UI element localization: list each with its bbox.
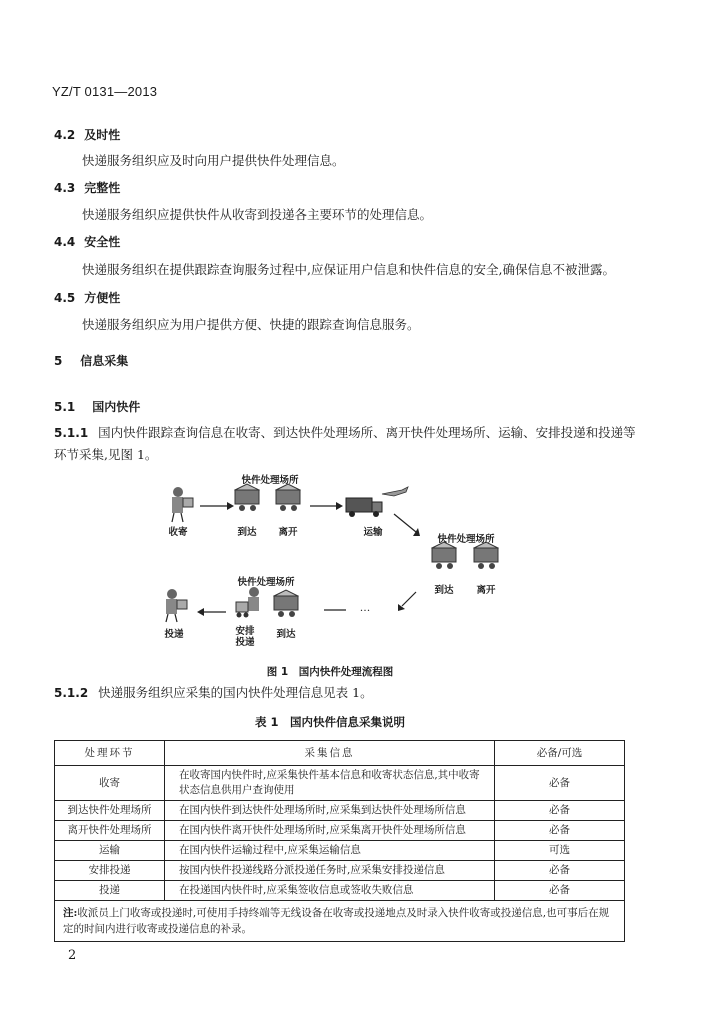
cell-info: 在收寄国内快件时,应采集快件基本信息和收寄状态信息,其中收寄状态信息供用户查询使用 bbox=[165, 766, 495, 801]
section-heading-4-4: 4.4 安全性 bbox=[54, 235, 121, 249]
section-text-4-3: 快递服务组织应提供快件从收寄到投递各主要环节的处理信息。 bbox=[82, 207, 433, 222]
section-heading-4-3: 4.3 完整性 bbox=[54, 181, 121, 195]
table-row bbox=[55, 881, 625, 901]
label-transport: 运输 bbox=[363, 527, 383, 538]
cell-stage: 到达快件处理场所 bbox=[55, 801, 165, 821]
header-stage: 处理环节 bbox=[55, 741, 165, 766]
truck-plane-icon-transport bbox=[346, 487, 408, 517]
sorting-center-icon-arrive bbox=[235, 484, 259, 511]
label-depart: 离开 bbox=[278, 527, 298, 538]
label-arrive: 到达 bbox=[237, 527, 257, 538]
sorting-center-icon-arrive-2 bbox=[432, 542, 456, 569]
section-text-4-5: 快递服务组织应为用户提供方便、快捷的跟踪查询信息服务。 bbox=[82, 317, 420, 332]
cell-required: 必备 bbox=[495, 801, 625, 821]
label-arrive-3: 到达 bbox=[276, 629, 296, 640]
table-note bbox=[55, 901, 625, 942]
label-ellipsis: … bbox=[359, 602, 371, 614]
cell-required: 可选 bbox=[495, 841, 625, 861]
page-number: 2 bbox=[68, 948, 77, 963]
table-header-row bbox=[55, 741, 625, 766]
cell-info: 在国内快件离开快件处理场所时,应采集离开快件处理场所信息 bbox=[165, 821, 495, 841]
cell-required: 必备 bbox=[495, 881, 625, 901]
cell-info: 在投递国内快件时,应采集签收信息或签收失败信息 bbox=[165, 881, 495, 901]
table-row bbox=[55, 801, 625, 821]
site-label-bottom: 快件处理场所 bbox=[237, 577, 295, 588]
section-heading-4-2: 4.2 及时性 bbox=[54, 128, 121, 142]
section-heading-4-5: 4.5 方便性 bbox=[54, 291, 121, 305]
table-row bbox=[55, 861, 625, 881]
cell-stage: 投递 bbox=[55, 881, 165, 901]
label-collect: 收寄 bbox=[168, 527, 188, 538]
header-required: 必备/可选 bbox=[495, 741, 625, 766]
table-row bbox=[55, 841, 625, 861]
note-label: 注: bbox=[63, 907, 78, 919]
person-parcel-icon-collect bbox=[172, 487, 193, 522]
label-depart-2: 离开 bbox=[476, 585, 496, 596]
cell-stage: 离开快件处理场所 bbox=[55, 821, 165, 841]
label-deliver: 投递 bbox=[164, 629, 184, 640]
site-label-right: 快件处理场所 bbox=[437, 534, 495, 545]
cell-stage: 安排投递 bbox=[55, 861, 165, 881]
flow-diagram-graphics bbox=[150, 470, 570, 670]
document-id: YZ/T 0131—2013 bbox=[52, 84, 158, 99]
cell-info: 按国内快件投递线路分派投递任务时,应采集安排投递信息 bbox=[165, 861, 495, 881]
table-title: 表 1 国内快件信息采集说明 bbox=[254, 715, 405, 729]
cell-stage: 运输 bbox=[55, 841, 165, 861]
cell-stage: 收寄 bbox=[55, 766, 165, 801]
section-heading-5-1: 5.1 国内快件 bbox=[54, 400, 141, 414]
label-arrange-delivery: 安排 投递 bbox=[235, 626, 255, 648]
table-row bbox=[55, 821, 625, 841]
label-arrive-2: 到达 bbox=[434, 585, 454, 596]
section-heading-5: 5 信息采集 bbox=[54, 354, 129, 368]
courier-cart-icon-arrange bbox=[236, 587, 259, 618]
header-info: 采集信息 bbox=[165, 741, 495, 766]
section-text-4-2: 快递服务组织应及时向用户提供快件处理信息。 bbox=[82, 153, 345, 168]
info-collection-table bbox=[54, 740, 625, 942]
cell-required: 必备 bbox=[495, 861, 625, 881]
section-text-4-4: 快递服务组织在提供跟踪查询服务过程中,应保证用户信息和快件信息的安全,确保信息不被泄露。 bbox=[82, 262, 615, 277]
sorting-center-icon-depart-2 bbox=[474, 542, 498, 569]
sorting-center-icon-depart bbox=[276, 484, 300, 511]
cell-info: 在国内快件到达快件处理场所时,应采集到达快件处理场所信息 bbox=[165, 801, 495, 821]
table-note-row bbox=[55, 901, 625, 942]
figure-caption: 图 1 国内快件处理流程图 bbox=[266, 666, 394, 678]
flow-diagram bbox=[150, 470, 570, 670]
paragraph-5-1-1: 5.1.1 国内快件跟踪查询信息在收寄、到达快件处理场所、离开快件处理场所、运输、安排投递和投递等 环节采集,见图 1。 bbox=[54, 425, 636, 462]
person-parcel-icon-deliver bbox=[166, 589, 187, 622]
cell-info: 在国内快件运输过程中,应采集运输信息 bbox=[165, 841, 495, 861]
cell-required: 必备 bbox=[495, 766, 625, 801]
sorting-center-icon-arrive-3 bbox=[274, 590, 298, 617]
table-row bbox=[55, 766, 625, 801]
cell-required: 必备 bbox=[495, 821, 625, 841]
paragraph-5-1-2: 5.1.2 快递服务组织应采集的国内快件处理信息见表 1。 bbox=[54, 685, 373, 700]
site-label-top: 快件处理场所 bbox=[241, 475, 299, 486]
note-text: 收派员上门收寄或投递时,可使用手持终端等无线设备在收寄或投递地点及时录入快件收寄或投递信息,也可事后在规定的时间内进行收寄或投递信息的补录。 bbox=[63, 907, 610, 935]
